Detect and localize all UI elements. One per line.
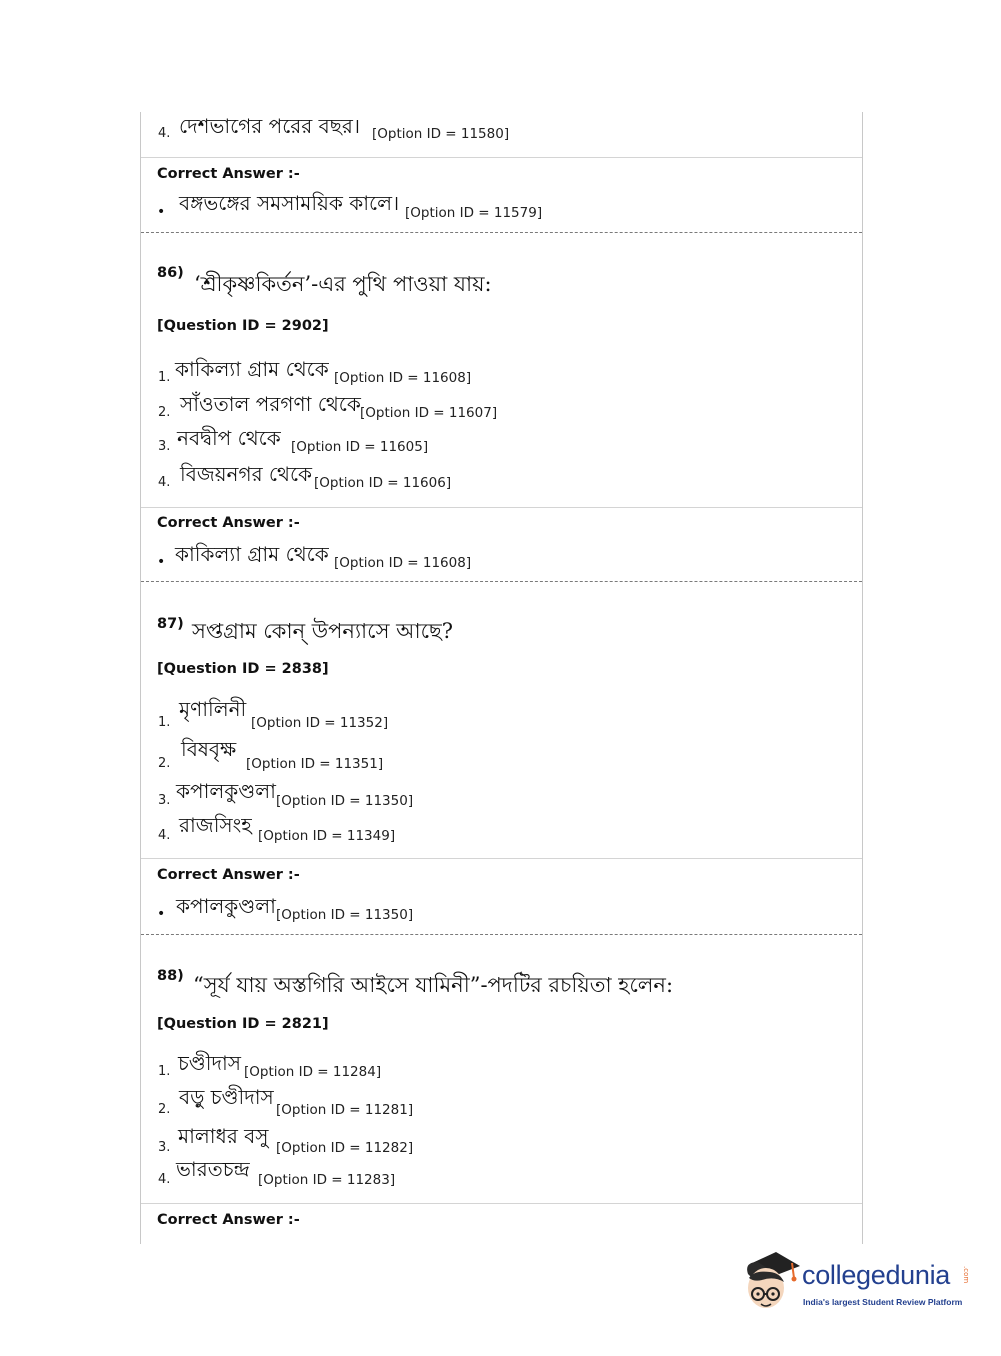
option-id: [Option ID = 11608] <box>334 370 472 386</box>
answer-text: কাকিল্যা গ্রাম থেকে <box>175 542 329 566</box>
option-id: [Option ID = 11283] <box>258 1172 396 1188</box>
option-number: 3. <box>158 1140 171 1155</box>
option-number: 4. <box>158 1172 171 1187</box>
answer-option-id: [Option ID = 11350] <box>276 907 414 923</box>
option-text: বড়ু চণ্ডীদাস <box>179 1085 274 1109</box>
option-text: বিষবৃক্ষ <box>181 737 237 761</box>
option-number: 2. <box>158 756 171 771</box>
option-id: [Option ID = 11281] <box>276 1102 414 1118</box>
logo-tagline: India's largest Student Review Platform <box>803 1297 963 1307</box>
logo-domain-suffix: .com <box>962 1266 970 1284</box>
option-text: চণ্ডীদাস <box>178 1051 241 1075</box>
option-number: 3. <box>158 793 171 808</box>
divider <box>141 1203 862 1204</box>
question-text: ‘শ্রীকৃষ্ণকির্তন’-এর পুথি পাওয়া যায়: <box>194 272 492 296</box>
answer-text: কপালকুণ্ডলা <box>176 894 276 918</box>
correct-answer-label: Correct Answer :- <box>157 1212 300 1228</box>
option-number: 4. <box>158 126 171 141</box>
option-id: [Option ID = 11349] <box>258 828 396 844</box>
collegedunia-logo <box>740 1248 970 1318</box>
option-text: সাঁওতাল পরগণা থেকে <box>180 392 361 416</box>
student-mascot-icon <box>740 1248 802 1318</box>
question-id: [Question ID = 2821] <box>157 1016 329 1032</box>
question-sheet <box>140 112 863 1244</box>
option-id: [Option ID = 11605] <box>291 439 429 455</box>
answer-bullet: • <box>157 906 166 922</box>
option-number: 1. <box>158 370 171 385</box>
option-id: [Option ID = 11351] <box>246 756 384 772</box>
answer-bullet: • <box>157 204 166 220</box>
option-text: দেশভাগের পরের বছর। <box>179 114 361 138</box>
option-id: [Option ID = 11282] <box>276 1140 414 1156</box>
option-text: মৃণালিনী <box>179 697 247 721</box>
option-id: [Option ID = 11607] <box>360 405 498 421</box>
divider <box>141 858 862 859</box>
option-number: 4. <box>158 475 171 490</box>
option-text: কাকিল্যা গ্রাম থেকে <box>175 357 329 381</box>
option-text: মালাধর বসু <box>178 1124 269 1148</box>
correct-answer-label: Correct Answer :- <box>157 867 300 883</box>
option-text: রাজসিংহ <box>179 813 252 837</box>
option-id: [Option ID = 11350] <box>276 793 414 809</box>
question-text: সপ্তগ্রাম কোন্ উপন্যাসে আছে? <box>192 619 454 643</box>
option-id: [Option ID = 11606] <box>314 475 452 491</box>
correct-answer-label: Correct Answer :- <box>157 166 300 182</box>
answer-option-id: [Option ID = 11579] <box>405 205 543 221</box>
question-separator <box>141 581 862 582</box>
option-id: [Option ID = 11352] <box>251 715 389 731</box>
option-number: 1. <box>158 1064 171 1079</box>
logo-wordmark: collegedunia <box>802 1260 951 1290</box>
question-number: 87) <box>157 616 184 632</box>
question-id: [Question ID = 2838] <box>157 661 329 677</box>
option-text: কপালকুণ্ডলা <box>176 779 276 803</box>
question-separator <box>141 232 862 233</box>
option-number: 2. <box>158 405 171 420</box>
correct-answer-label: Correct Answer :- <box>157 515 300 531</box>
question-id: [Question ID = 2902] <box>157 318 329 334</box>
question-separator <box>141 934 862 935</box>
option-number: 4. <box>158 828 171 843</box>
question-number: 86) <box>157 265 184 281</box>
option-text: ভারতচন্দ্র <box>176 1157 250 1181</box>
answer-text: বঙ্গভঙ্গের সমসাময়িক কালে। <box>179 191 400 215</box>
option-id: [Option ID = 11284] <box>244 1064 382 1080</box>
option-text: বিজয়নগর থেকে <box>180 462 313 486</box>
option-id: [Option ID = 11580] <box>372 126 510 142</box>
divider <box>141 507 862 508</box>
question-text: “সূর্য যায় অস্তগিরি আইসে যামিনী”-পদটির রচয়িতা হলেন: <box>193 973 674 997</box>
option-number: 1. <box>158 715 171 730</box>
question-number: 88) <box>157 968 184 984</box>
option-text: নবদ্বীপ থেকে <box>177 426 281 450</box>
answer-option-id: [Option ID = 11608] <box>334 555 472 571</box>
option-number: 3. <box>158 439 171 454</box>
answer-bullet: • <box>157 554 166 570</box>
option-number: 2. <box>158 1102 171 1117</box>
divider <box>141 157 862 158</box>
